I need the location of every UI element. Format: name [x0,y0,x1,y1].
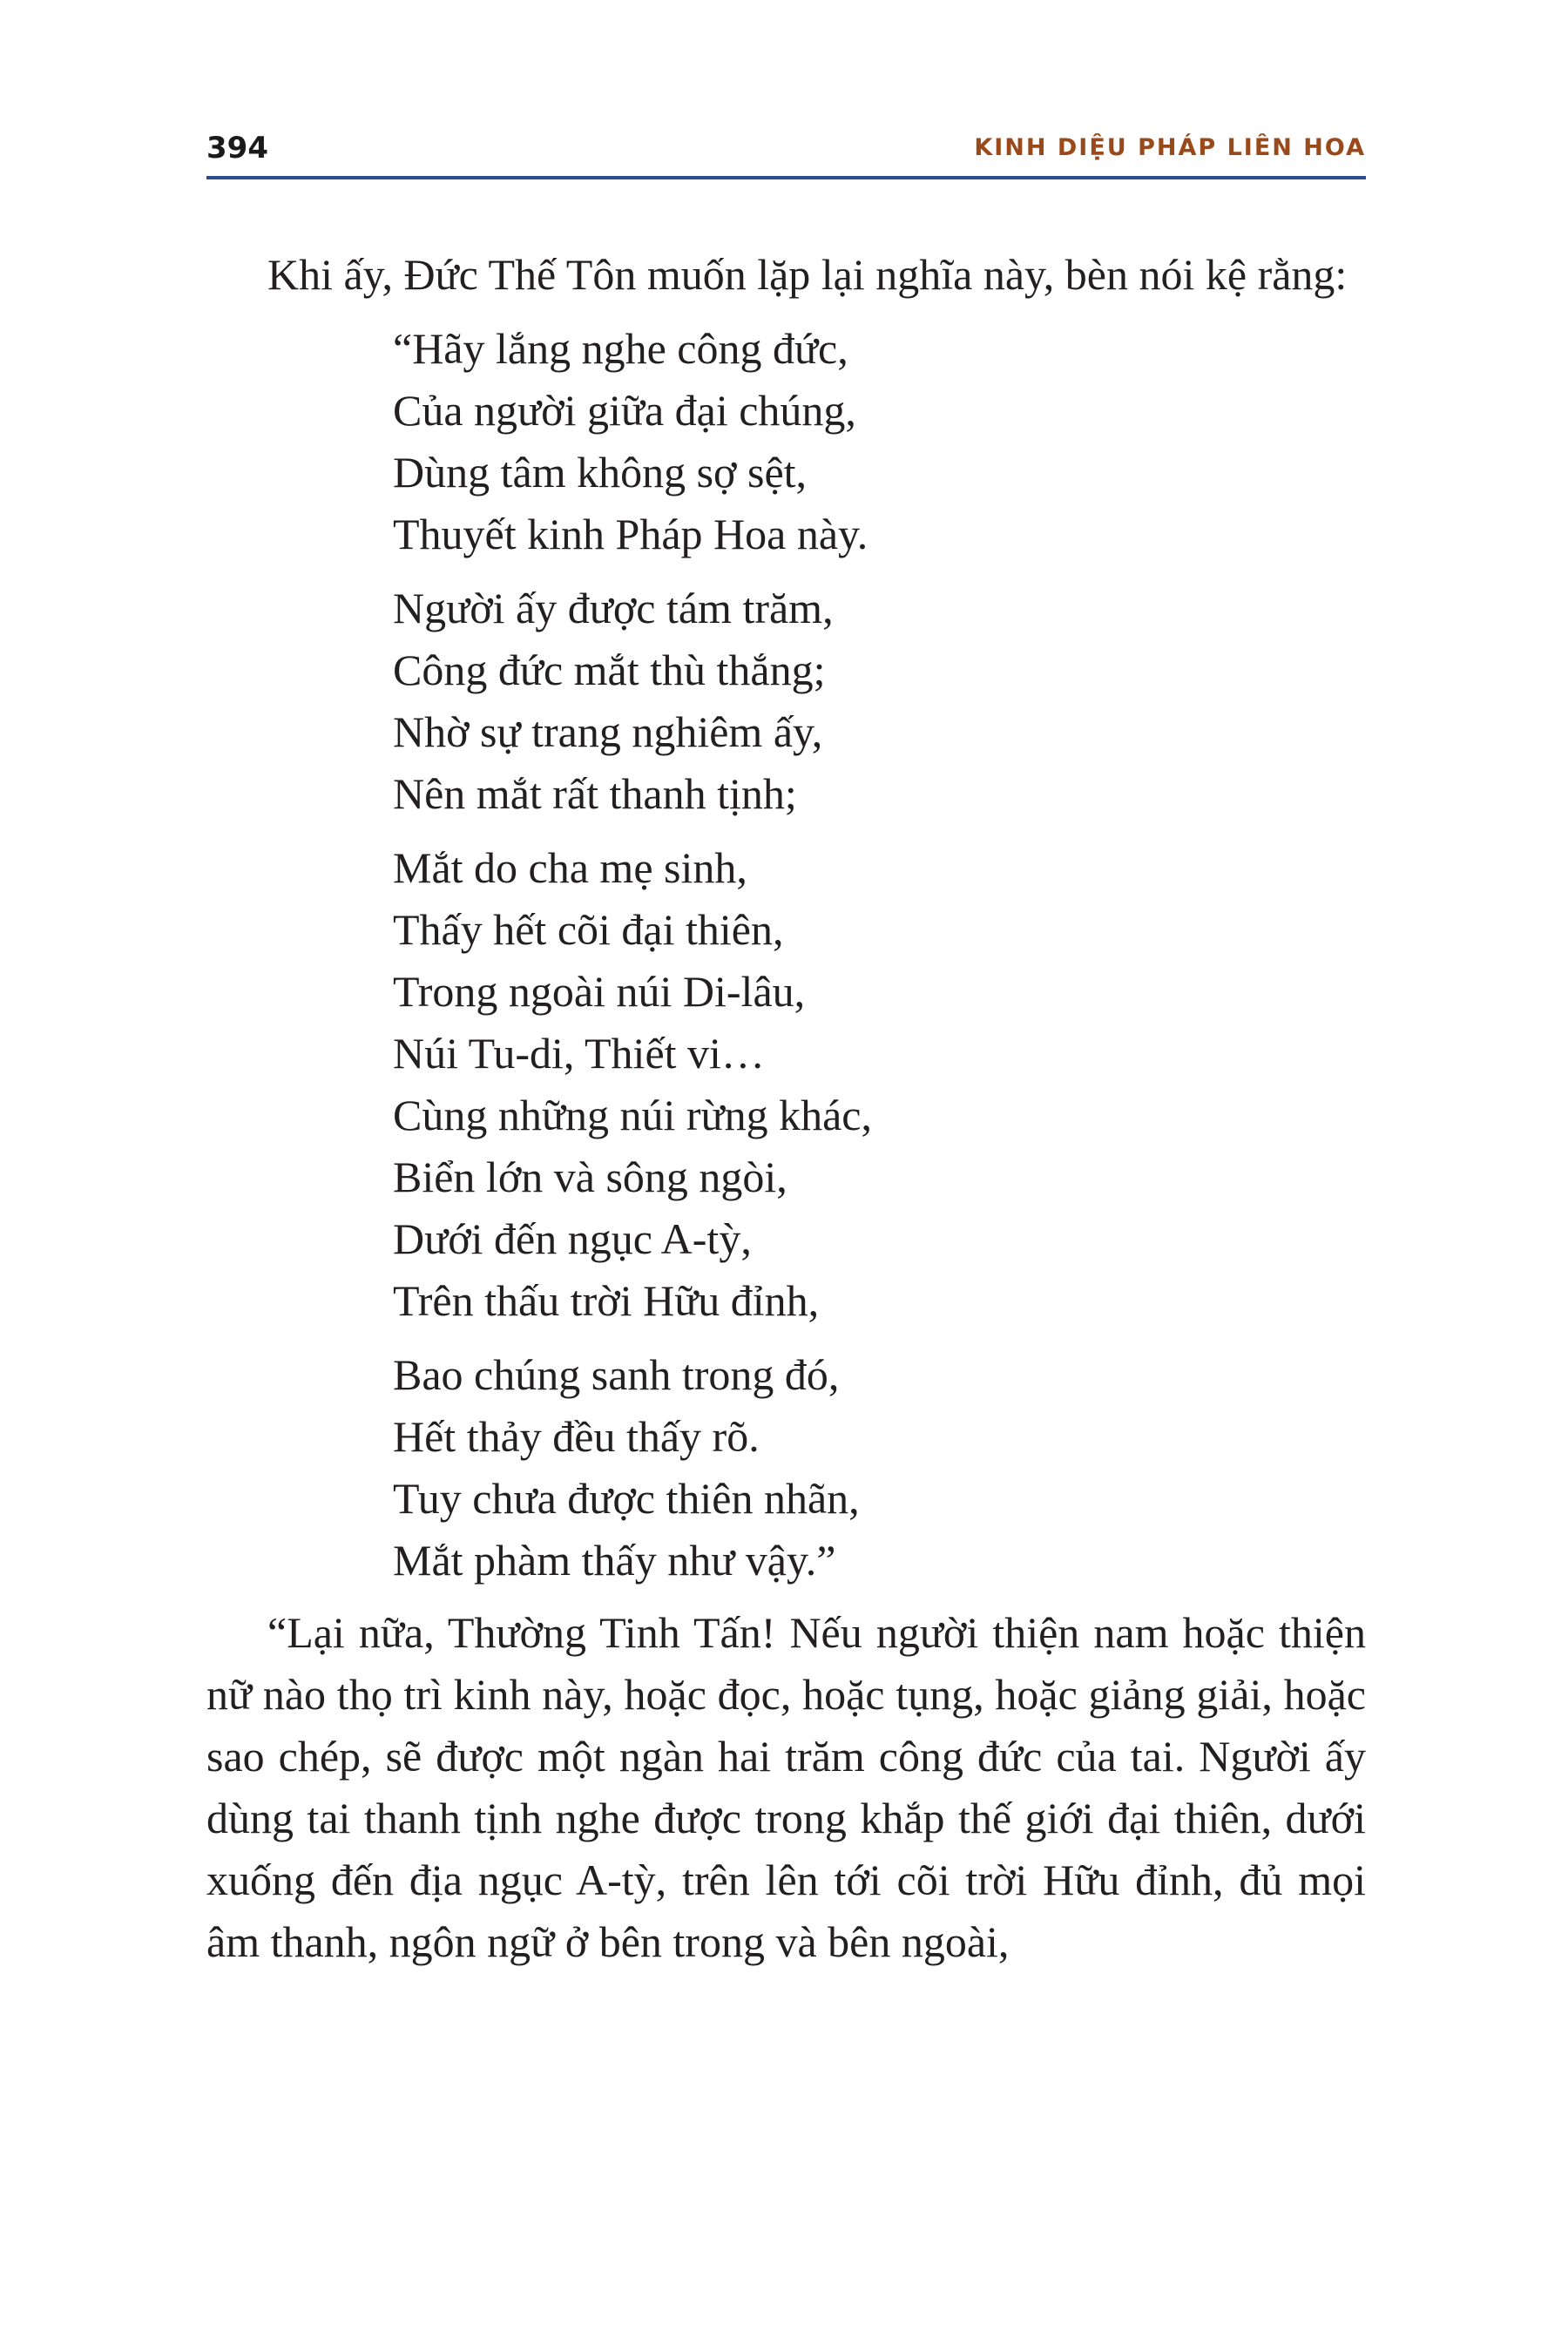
verse-line: Biển lớn và sông ngòi, [393,1152,787,1201]
verse-block [393,306,1366,1592]
verse-line: Cùng những núi rừng khác, [393,1091,872,1139]
intro-paragraph: Khi ấy, Đức Thế Tôn muốn lặp lại nghĩa này, bèn nói kệ rằng: [267,250,1348,299]
verse-line: Thuyết kinh Pháp Hoa này. [393,510,868,558]
verse-line: Của người giữa đại chúng, [393,386,856,435]
stanza [393,306,1366,565]
verse-line: Hết thảy đều thấy rõ. [393,1412,760,1461]
header-divider [206,176,1366,179]
book-title: KINH DIỆU PHÁP LIÊN HOA [974,134,1366,161]
stanza [393,825,1366,1332]
verse-line: Công đức mắt thù thắng; [393,645,826,694]
verse-line: Người ấy được tám trăm, [393,584,834,632]
verse-line: “Hãy lắng nghe công đức, [393,324,848,373]
verse-line: Nhờ sự trang nghiêm ấy, [393,707,823,756]
page-body [206,244,1366,1973]
page-number: 394 [206,131,268,166]
verse-line: Dùng tâm không sợ sệt, [393,448,808,497]
verse-line: Mắt phàm thấy như vậy.” [393,1536,836,1585]
verse-line: Bao chúng sanh trong đó, [393,1350,840,1399]
verse-line: Núi Tu-di, Thiết vi… [393,1029,765,1078]
verse-line: Dưới đến ngục A-tỳ, [393,1214,752,1263]
verse-line: Mắt do cha mẹ sinh, [393,843,747,892]
verse-line: Trên thấu trời Hữu đỉnh, [393,1276,820,1325]
closing-paragraph: “Lại nữa, Thường Tinh Tấn! Nếu người thiện nam hoặc thiện nữ nào thọ trì kinh này, hoặc đọc, hoặc tụng, hoặc giảng giải, hoặc sao chép, sẽ được một ngàn hai trăm công đức của tai. Người ấy dùng tai thanh tịnh nghe được trong khắp thế giới đại thiên, dưới xuống đến địa ngục A-tỳ, trên lên tới cõi trời Hữu đỉnh, đủ mọi âm thanh, ngôn ngữ ở bên trong và bên ngoài, [206,1608,1366,1966]
verse-line: Nên mắt rất thanh tịnh; [393,769,797,818]
verse-line: Trong ngoài núi Di-lâu, [393,967,806,1016]
stanza [393,565,1366,825]
stanza [393,1332,1366,1592]
running-header [206,122,1366,174]
verse-line: Tuy chưa được thiên nhãn, [393,1474,860,1523]
verse-line: Thấy hết cõi đại thiên, [393,905,784,954]
